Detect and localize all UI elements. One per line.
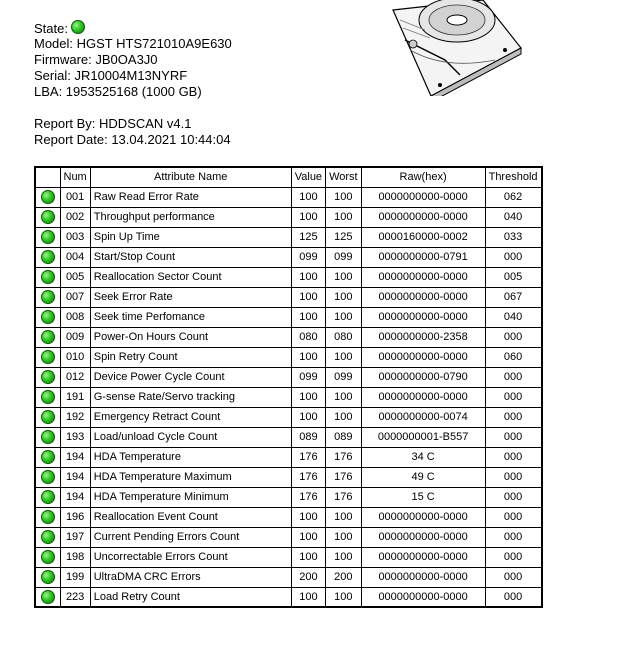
- cell-value: 099: [291, 247, 325, 267]
- cell-raw: 0000000000-0000: [361, 387, 485, 407]
- cell-attribute-name: Spin Up Time: [90, 227, 291, 247]
- table-row: [35, 367, 542, 387]
- state-ok-icon: [71, 20, 85, 34]
- cell-status: [35, 307, 60, 327]
- cell-raw: 0000000000-0000: [361, 507, 485, 527]
- header-worst: Worst: [326, 167, 362, 187]
- cell-raw: 0000000000-0000: [361, 527, 485, 547]
- cell-value: 100: [291, 407, 325, 427]
- cell-num: 196: [60, 507, 90, 527]
- cell-status: [35, 527, 60, 547]
- cell-threshold: 000: [485, 247, 541, 267]
- table-row: [35, 387, 542, 407]
- status-ok-icon: [41, 350, 55, 364]
- cell-worst: 100: [326, 507, 362, 527]
- cell-num: 223: [60, 587, 90, 607]
- cell-worst: 176: [326, 467, 362, 487]
- cell-attribute-name: Seek time Perfomance: [90, 307, 291, 327]
- report-date: Report Date: 13.04.2021 10:44:04: [34, 132, 231, 147]
- cell-num: 194: [60, 487, 90, 507]
- cell-threshold: 000: [485, 507, 541, 527]
- cell-threshold: 040: [485, 307, 541, 327]
- status-ok-icon: [41, 490, 55, 504]
- table-row: [35, 447, 542, 467]
- cell-worst: 080: [326, 327, 362, 347]
- cell-attribute-name: UltraDMA CRC Errors: [90, 567, 291, 587]
- table-row: [35, 347, 542, 367]
- table-row: [35, 427, 542, 447]
- table-row: [35, 527, 542, 547]
- hard-disk-image: [385, 0, 525, 96]
- smart-table: [34, 166, 543, 608]
- cell-attribute-name: Emergency Retract Count: [90, 407, 291, 427]
- table-row: [35, 547, 542, 567]
- table-row: [35, 307, 542, 327]
- cell-status: [35, 287, 60, 307]
- status-ok-icon: [41, 570, 55, 584]
- cell-raw: 0000000000-0000: [361, 567, 485, 587]
- cell-attribute-name: G-sense Rate/Servo tracking: [90, 387, 291, 407]
- cell-worst: 100: [326, 187, 362, 207]
- cell-num: 194: [60, 467, 90, 487]
- header-threshold: Threshold: [485, 167, 541, 187]
- cell-attribute-name: Load Retry Count: [90, 587, 291, 607]
- cell-num: 003: [60, 227, 90, 247]
- status-ok-icon: [41, 290, 55, 304]
- cell-num: 198: [60, 547, 90, 567]
- cell-attribute-name: Seek Error Rate: [90, 287, 291, 307]
- cell-num: 010: [60, 347, 90, 367]
- status-ok-icon: [41, 330, 55, 344]
- cell-status: [35, 367, 60, 387]
- cell-threshold: 000: [485, 387, 541, 407]
- cell-num: 005: [60, 267, 90, 287]
- cell-raw: 0000000000-0000: [361, 547, 485, 567]
- cell-status: [35, 447, 60, 467]
- table-row: [35, 287, 542, 307]
- firmware: Firmware: JB0OA3J0: [34, 52, 158, 67]
- lba: LBA: 1953525168 (1000 GB): [34, 84, 202, 99]
- cell-attribute-name: Reallocation Event Count: [90, 507, 291, 527]
- cell-status: [35, 427, 60, 447]
- cell-num: 197: [60, 527, 90, 547]
- status-ok-icon: [41, 510, 55, 524]
- cell-raw: 0000160000-0002: [361, 227, 485, 247]
- status-ok-icon: [41, 430, 55, 444]
- table-row: [35, 507, 542, 527]
- cell-worst: 100: [326, 407, 362, 427]
- cell-value: 100: [291, 547, 325, 567]
- cell-status: [35, 387, 60, 407]
- cell-attribute-name: Uncorrectable Errors Count: [90, 547, 291, 567]
- header-status: [35, 167, 60, 187]
- cell-worst: 099: [326, 367, 362, 387]
- cell-threshold: 033: [485, 227, 541, 247]
- cell-value: 125: [291, 227, 325, 247]
- cell-raw: 0000000000-0000: [361, 307, 485, 327]
- status-ok-icon: [41, 550, 55, 564]
- cell-value: 176: [291, 487, 325, 507]
- cell-raw: 0000000000-0074: [361, 407, 485, 427]
- cell-worst: 100: [326, 347, 362, 367]
- cell-threshold: 040: [485, 207, 541, 227]
- cell-status: [35, 347, 60, 367]
- cell-raw: 0000000000-0000: [361, 267, 485, 287]
- cell-worst: 100: [326, 527, 362, 547]
- cell-worst: 100: [326, 307, 362, 327]
- cell-raw: 0000000000-0000: [361, 287, 485, 307]
- report-by: Report By: HDDSCAN v4.1: [34, 116, 192, 131]
- status-ok-icon: [41, 190, 55, 204]
- table-row: [35, 247, 542, 267]
- cell-num: 191: [60, 387, 90, 407]
- cell-threshold: 000: [485, 467, 541, 487]
- cell-raw: 0000000000-0791: [361, 247, 485, 267]
- cell-threshold: 067: [485, 287, 541, 307]
- status-ok-icon: [41, 590, 55, 604]
- cell-value: 100: [291, 307, 325, 327]
- cell-value: 176: [291, 447, 325, 467]
- cell-threshold: 000: [485, 407, 541, 427]
- cell-value: 100: [291, 347, 325, 367]
- status-ok-icon: [41, 230, 55, 244]
- cell-raw: 0000000000-2358: [361, 327, 485, 347]
- cell-threshold: 000: [485, 487, 541, 507]
- cell-status: [35, 207, 60, 227]
- cell-status: [35, 587, 60, 607]
- status-ok-icon: [41, 450, 55, 464]
- table-header-row: [35, 167, 542, 187]
- status-ok-icon: [41, 210, 55, 224]
- cell-num: 193: [60, 427, 90, 447]
- table-row: [35, 487, 542, 507]
- cell-status: [35, 407, 60, 427]
- cell-value: 200: [291, 567, 325, 587]
- cell-status: [35, 187, 60, 207]
- cell-value: 100: [291, 287, 325, 307]
- cell-num: 192: [60, 407, 90, 427]
- cell-raw: 0000000001-B557: [361, 427, 485, 447]
- table-row: [35, 327, 542, 347]
- cell-value: 100: [291, 527, 325, 547]
- table-row: [35, 587, 542, 607]
- cell-value: 099: [291, 367, 325, 387]
- cell-num: 007: [60, 287, 90, 307]
- cell-status: [35, 227, 60, 247]
- cell-raw: 0000000000-0790: [361, 367, 485, 387]
- cell-status: [35, 327, 60, 347]
- cell-attribute-name: Power-On Hours Count: [90, 327, 291, 347]
- cell-worst: 100: [326, 287, 362, 307]
- status-ok-icon: [41, 250, 55, 264]
- state-label: State:: [34, 21, 68, 36]
- cell-threshold: 062: [485, 187, 541, 207]
- cell-attribute-name: Current Pending Errors Count: [90, 527, 291, 547]
- cell-num: 009: [60, 327, 90, 347]
- cell-worst: 176: [326, 447, 362, 467]
- cell-status: [35, 247, 60, 267]
- cell-raw: 0000000000-0000: [361, 347, 485, 367]
- cell-worst: 200: [326, 567, 362, 587]
- table-row: [35, 407, 542, 427]
- cell-status: [35, 267, 60, 287]
- cell-worst: 100: [326, 387, 362, 407]
- cell-worst: 125: [326, 227, 362, 247]
- cell-threshold: 000: [485, 447, 541, 467]
- cell-num: 008: [60, 307, 90, 327]
- table-row: [35, 567, 542, 587]
- status-ok-icon: [41, 370, 55, 384]
- cell-attribute-name: Load/unload Cycle Count: [90, 427, 291, 447]
- drive-info: [34, 20, 232, 148]
- cell-status: [35, 507, 60, 527]
- status-ok-icon: [41, 530, 55, 544]
- state-row: [34, 20, 232, 36]
- cell-threshold: 000: [485, 427, 541, 447]
- table-row: [35, 187, 542, 207]
- cell-num: 002: [60, 207, 90, 227]
- cell-worst: 100: [326, 587, 362, 607]
- status-ok-icon: [41, 270, 55, 284]
- cell-value: 100: [291, 187, 325, 207]
- cell-num: 012: [60, 367, 90, 387]
- cell-status: [35, 467, 60, 487]
- cell-attribute-name: HDA Temperature: [90, 447, 291, 467]
- cell-value: 100: [291, 587, 325, 607]
- cell-attribute-name: Raw Read Error Rate: [90, 187, 291, 207]
- cell-worst: 100: [326, 267, 362, 287]
- status-ok-icon: [41, 470, 55, 484]
- cell-attribute-name: Spin Retry Count: [90, 347, 291, 367]
- cell-threshold: 060: [485, 347, 541, 367]
- cell-threshold: 000: [485, 527, 541, 547]
- cell-threshold: 000: [485, 547, 541, 567]
- cell-value: 080: [291, 327, 325, 347]
- cell-attribute-name: HDA Temperature Minimum: [90, 487, 291, 507]
- status-ok-icon: [41, 310, 55, 324]
- cell-threshold: 000: [485, 567, 541, 587]
- cell-status: [35, 487, 60, 507]
- table-row: [35, 467, 542, 487]
- cell-value: 100: [291, 387, 325, 407]
- cell-status: [35, 547, 60, 567]
- cell-attribute-name: Start/Stop Count: [90, 247, 291, 267]
- cell-worst: 100: [326, 207, 362, 227]
- cell-raw: 0000000000-0000: [361, 587, 485, 607]
- cell-threshold: 000: [485, 587, 541, 607]
- cell-worst: 176: [326, 487, 362, 507]
- cell-threshold: 000: [485, 367, 541, 387]
- model: Model: HGST HTS721010A9E630: [34, 36, 232, 51]
- header-raw: Raw(hex): [361, 167, 485, 187]
- cell-attribute-name: Reallocation Sector Count: [90, 267, 291, 287]
- header-attribute-name: Attribute Name: [90, 167, 291, 187]
- cell-raw: 0000000000-0000: [361, 207, 485, 227]
- cell-value: 176: [291, 467, 325, 487]
- cell-num: 001: [60, 187, 90, 207]
- status-ok-icon: [41, 410, 55, 424]
- status-ok-icon: [41, 390, 55, 404]
- cell-worst: 100: [326, 547, 362, 567]
- cell-num: 199: [60, 567, 90, 587]
- cell-attribute-name: Device Power Cycle Count: [90, 367, 291, 387]
- cell-attribute-name: Throughput performance: [90, 207, 291, 227]
- cell-status: [35, 567, 60, 587]
- cell-num: 194: [60, 447, 90, 467]
- table-row: [35, 227, 542, 247]
- cell-threshold: 000: [485, 327, 541, 347]
- cell-attribute-name: HDA Temperature Maximum: [90, 467, 291, 487]
- cell-raw: 15 C: [361, 487, 485, 507]
- serial: Serial: JR10004M13NYRF: [34, 68, 188, 83]
- header-value: Value: [291, 167, 325, 187]
- cell-worst: 089: [326, 427, 362, 447]
- cell-value: 100: [291, 507, 325, 527]
- cell-value: 100: [291, 267, 325, 287]
- cell-value: 089: [291, 427, 325, 447]
- cell-worst: 099: [326, 247, 362, 267]
- cell-raw: 34 C: [361, 447, 485, 467]
- cell-num: 004: [60, 247, 90, 267]
- header-num: Num: [60, 167, 90, 187]
- table-row: [35, 267, 542, 287]
- cell-raw: 49 C: [361, 467, 485, 487]
- cell-raw: 0000000000-0000: [361, 187, 485, 207]
- table-row: [35, 207, 542, 227]
- cell-threshold: 005: [485, 267, 541, 287]
- cell-value: 100: [291, 207, 325, 227]
